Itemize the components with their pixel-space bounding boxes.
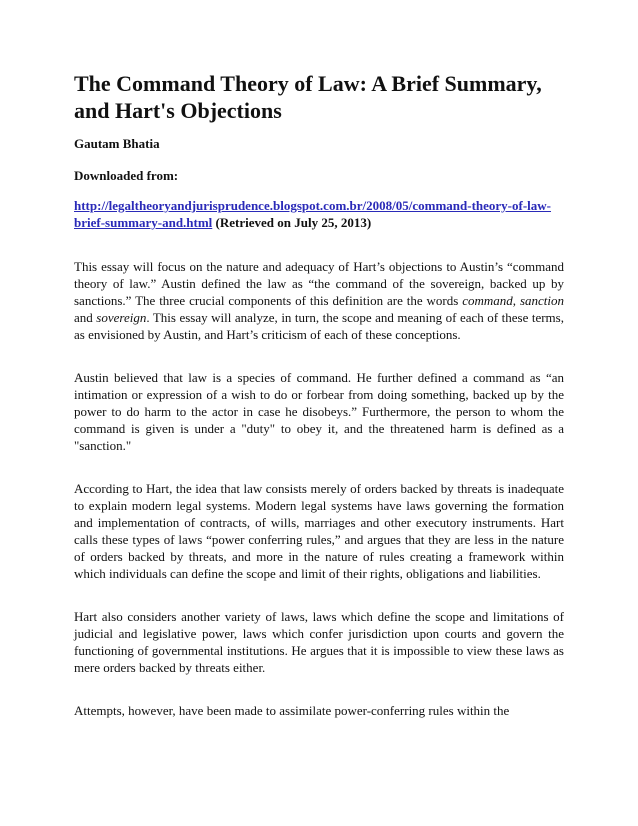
term-sanction: sanction — [519, 293, 565, 308]
retrieved-date: (Retrieved on July 25, 2013) — [212, 215, 372, 230]
source-link[interactable]: http://legaltheoryandjurisprudence.blogspot.com.br/2008/05/command-theory-of-law-brief-summary-and.html — [74, 198, 552, 230]
paragraph-1-text-a: This essay will focus on the nature and adequacy of Hart’s objections to Austin’s “command theory of law.” Austin defined the law as “the command of the sovereign, backed up by sanctions.” The three crucial components of this definition are the words — [74, 259, 564, 308]
source-citation — [74, 197, 564, 231]
paragraph-1 — [74, 258, 564, 343]
author-name: Gautam Bhatia — [74, 136, 160, 151]
term-command: command — [462, 293, 513, 308]
paragraph-1-text-b: , — [512, 293, 520, 308]
paragraph-1-text-c: and — [74, 310, 97, 325]
paragraph-3: According to Hart, the idea that law consists merely of orders backed by threats is inadequate to explain modern legal systems. Modern legal systems have laws governing the formation and implementation of contracts, of wills, marriages and other executory instruments. Hart calls these types of laws “power conferring rules,” and argues that they are less in the nature of orders backed by threats, and more in the nature of rules creating a framework within which individuals can define the scope and limit of their rights, obligations and liabilities. — [74, 481, 564, 581]
paragraph-1-text-d: . This essay will analyze, in turn, the scope and meaning of each of these terms, as envisioned by Austin, and Hart’s criticism of each of these conceptions. — [74, 310, 564, 342]
document-title: The Command Theory of Law: A Brief Summary, and Hart's Objections — [74, 71, 542, 123]
term-sovereign: sovereign — [96, 310, 147, 325]
paragraph-2: Austin believed that law is a species of command. He further defined a command as “an intimation or expression of a wish to do or forbear from doing something, backed up by the power to do harm to the actor in case he disobeys.” Furthermore, the person to whom the command is given is under a "duty" to obey it, and the threatened harm is defined as a "sanction." — [74, 370, 564, 453]
paragraph-4: Hart also considers another variety of laws, laws which define the scope and limitations of judicial and legislative power, laws which confer jurisdiction upon courts and govern the functioning of governmental institutions. He argues that it is impossible to view these laws as mere orders backed by threats either. — [74, 609, 564, 675]
paragraph-5: Attempts, however, have been made to assimilate power-conferring rules within the — [74, 703, 510, 718]
downloaded-from-label: Downloaded from: — [74, 168, 179, 183]
